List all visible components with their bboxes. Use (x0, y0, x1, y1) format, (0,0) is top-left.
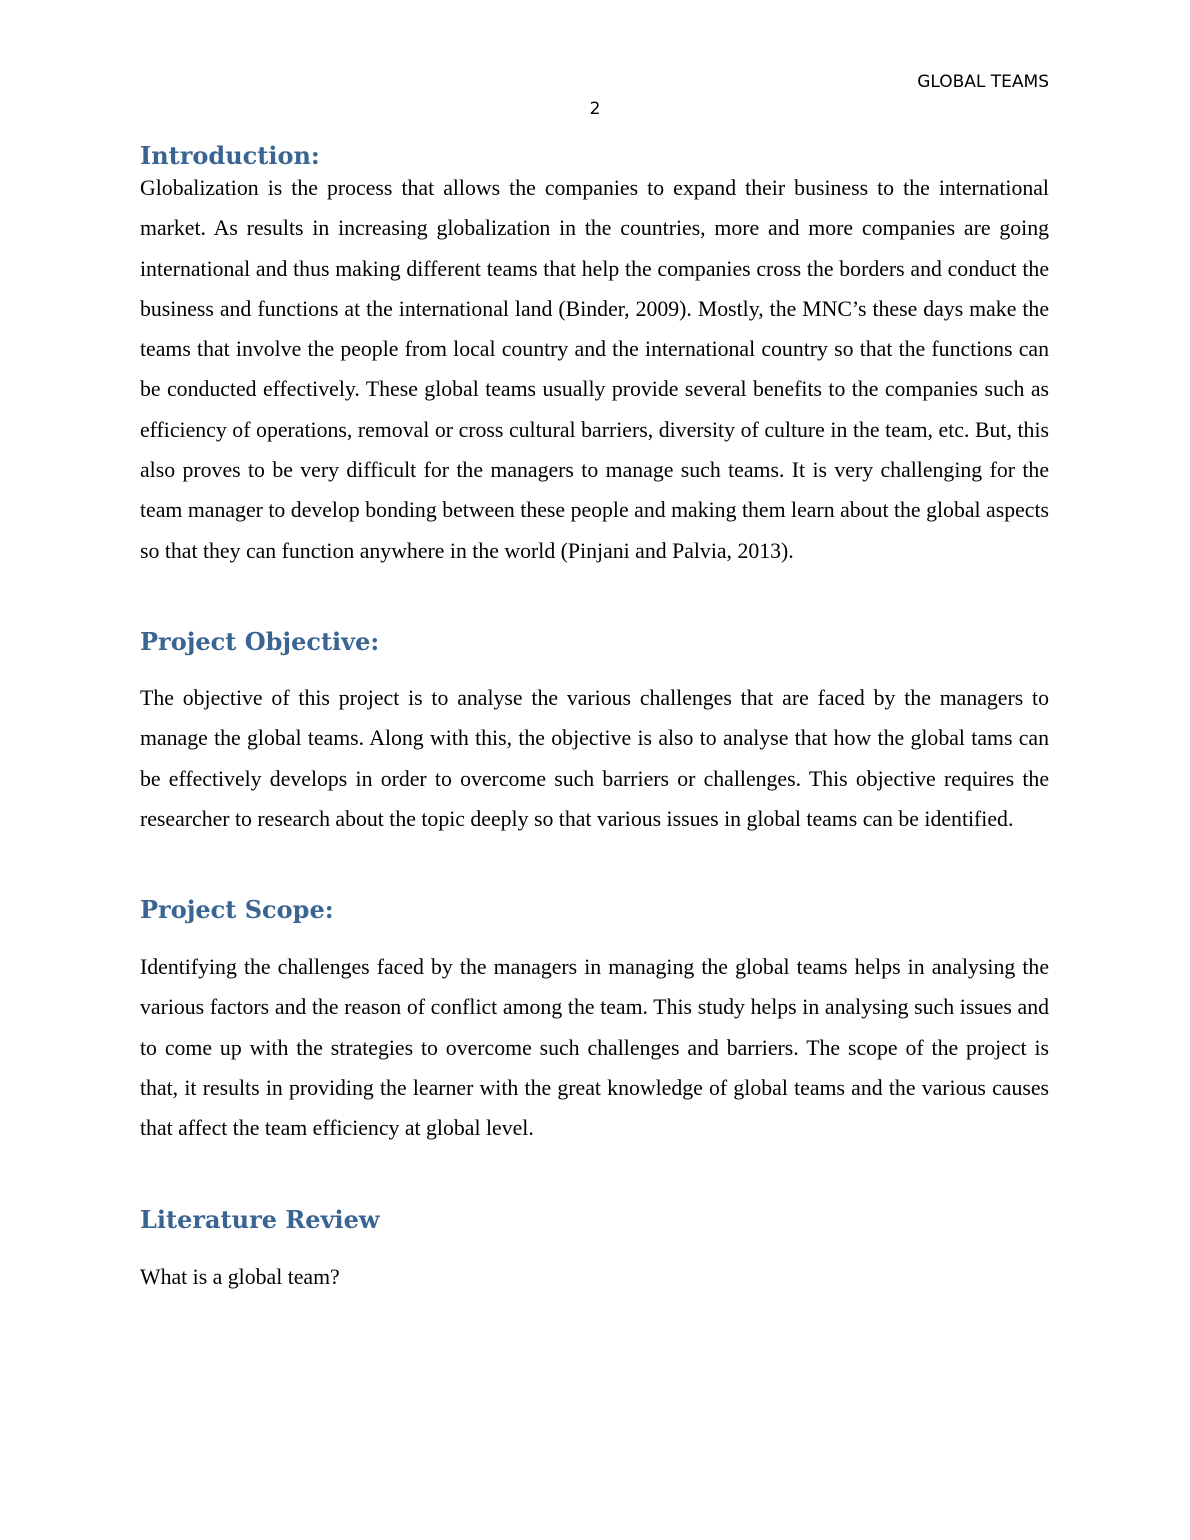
project-scope-heading: Project Scope: (140, 895, 334, 925)
introduction-heading: Introduction: (140, 141, 320, 170)
project-objective-paragraph: The objective of this project is to analyse the various challenges that are faced by the managers to manage the global teams. Along with this, the objective is also to analyse that how the global tams can be effectively develops in order to overcome such barriers or challenges. This objective requires the researcher to research about the topic deeply so that various issues in global teams can be identified. (140, 685, 1049, 831)
introduction-paragraph: Globalization is the process that allows the companies to expand their business to the international market. As results in increasing globalization in the countries, more and more companies are going international and thus making different teams that help the companies cross the borders and conduct the business and functions at the international land (Binder, 2009). Mostly, the MNC’s these days make the teams that involve the people from local country and the international country so that the functions can be conducted effectively. These global teams usually provide several benefits to the companies such as efficiency of operations, removal or cross cultural barriers, diversity of culture in the team, etc. But, this also proves to be very difficult for the managers to manage such teams. It is very challenging for the team manager to develop bonding between these people and making them learn about the global aspects so that they can function anywhere in the world (Pinjani and Palvia, 2013). (140, 176, 1049, 563)
literature-review-heading: Literature Review (140, 1204, 380, 1234)
page-number: 2 (589, 99, 601, 119)
project-scope-paragraph: Identifying the challenges faced by the managers in managing the global teams helps in analysing the various factors and the reason of conflict among the team. This study helps in analysing such issues and to come up with the strategies to overcome such challenges and barriers. The scope of the project is that, it results in providing the learner with the great knowledge of global teams and the various causes that affect the team efficiency at global level. (140, 955, 1049, 1141)
literature-review-question: What is a global team? (140, 1264, 340, 1289)
project-objective-heading: Project Objective: (140, 626, 380, 656)
running-header-title: GLOBAL TEAMS (917, 72, 1049, 92)
document-body (140, 138, 1049, 1297)
